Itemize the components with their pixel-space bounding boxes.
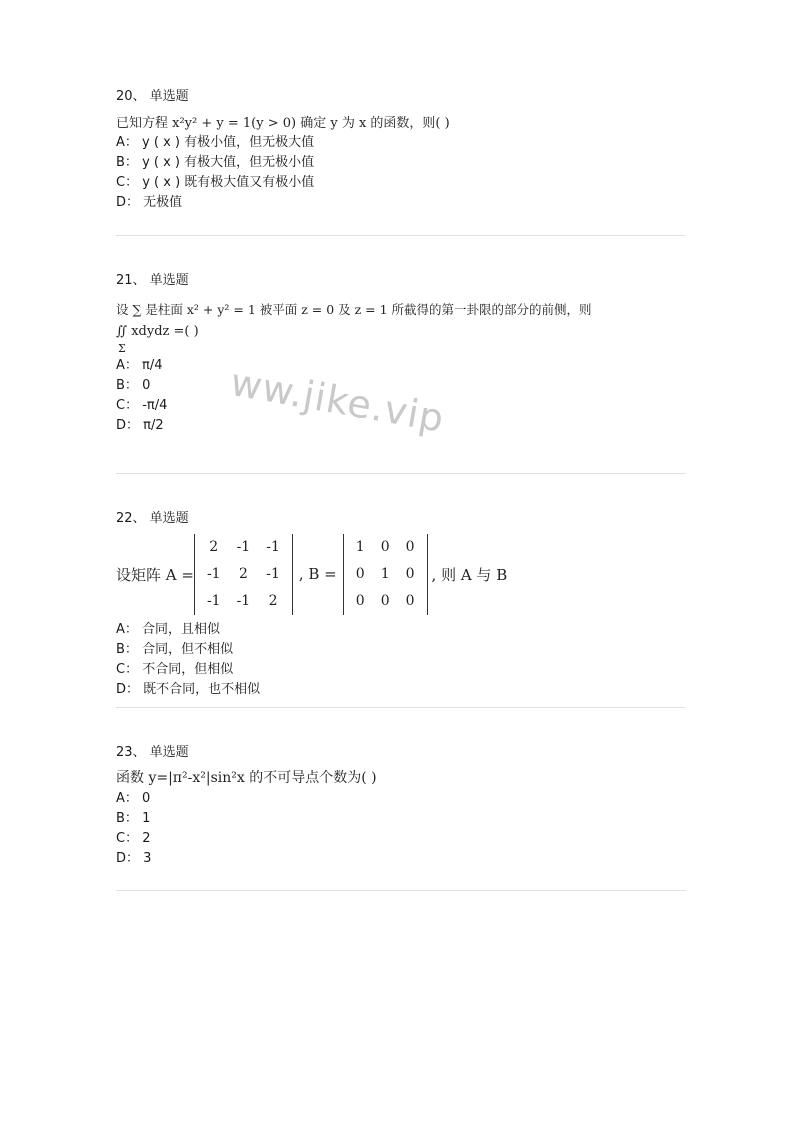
- option-d[interactable]: D： 3: [116, 851, 152, 866]
- question-stem: 已知方程 x²y² + y = 1(y > 0) 确定 y 为 x 的函数，则( ): [116, 116, 450, 131]
- matrix-b-label: , B =: [298, 565, 337, 583]
- question-22: [116, 510, 686, 700]
- question-23: [116, 744, 686, 869]
- option-b[interactable]: B： y ( x ) 有极大值，但无极小值: [116, 155, 315, 170]
- option-a[interactable]: A： 合同，且相似: [116, 622, 221, 637]
- option-c[interactable]: C： -π/4: [116, 398, 168, 413]
- question-stem: 函数 y=|π²-x²|sin²x 的不可导点个数为( ): [116, 770, 377, 786]
- option-d[interactable]: D： π/2: [116, 418, 164, 433]
- option-a[interactable]: A： 0: [116, 791, 151, 806]
- option-a[interactable]: A： y ( x ) 有极小值，但无极大值: [116, 135, 315, 150]
- matrix-b: 1 0 0 0 1 0 0 0 0: [343, 534, 428, 615]
- option-d[interactable]: D： 既不合同，也不相似: [116, 682, 261, 697]
- question-header: 23、 单选题: [116, 745, 189, 760]
- option-b[interactable]: B： 合同，但不相似: [116, 642, 234, 657]
- question-stem-integral: ∬ xdydz =( ) Σ: [116, 324, 199, 355]
- option-c[interactable]: C： 2: [116, 831, 151, 846]
- divider: [116, 707, 686, 708]
- divider: [116, 473, 686, 474]
- question-header: 21、 单选题: [116, 273, 189, 288]
- matrix-a-label: 设矩阵 A =: [116, 565, 194, 584]
- matrix-a: 2 -1 -1 -1 2 -1 -1 -1 2: [194, 534, 293, 615]
- divider: [116, 235, 686, 236]
- watermark: ww.jike.vip: [227, 360, 448, 441]
- question-20: [116, 88, 686, 213]
- option-b[interactable]: B： 1: [116, 811, 151, 826]
- question-stem-matrices: [116, 532, 686, 616]
- question-stem: 设 ∑ 是柱面 x² + y² = 1 被平面 z = 0 及 z = 1 所截得的第一卦限的部分的前侧，则: [116, 302, 592, 317]
- option-b[interactable]: B： 0: [116, 378, 151, 393]
- integral-subscript: Σ: [118, 342, 126, 355]
- option-d[interactable]: D： 无极值: [116, 195, 183, 210]
- option-c[interactable]: C： 不合同，但相似: [116, 662, 234, 677]
- question-header: 20、 单选题: [116, 89, 189, 104]
- question-header: 22、 单选题: [116, 511, 189, 526]
- option-c[interactable]: C： y ( x ) 既有极大值又有极小值: [116, 175, 315, 190]
- stem-suffix: , 则 A 与 B: [431, 565, 508, 584]
- divider: [116, 890, 686, 891]
- option-a[interactable]: A： π/4: [116, 358, 163, 373]
